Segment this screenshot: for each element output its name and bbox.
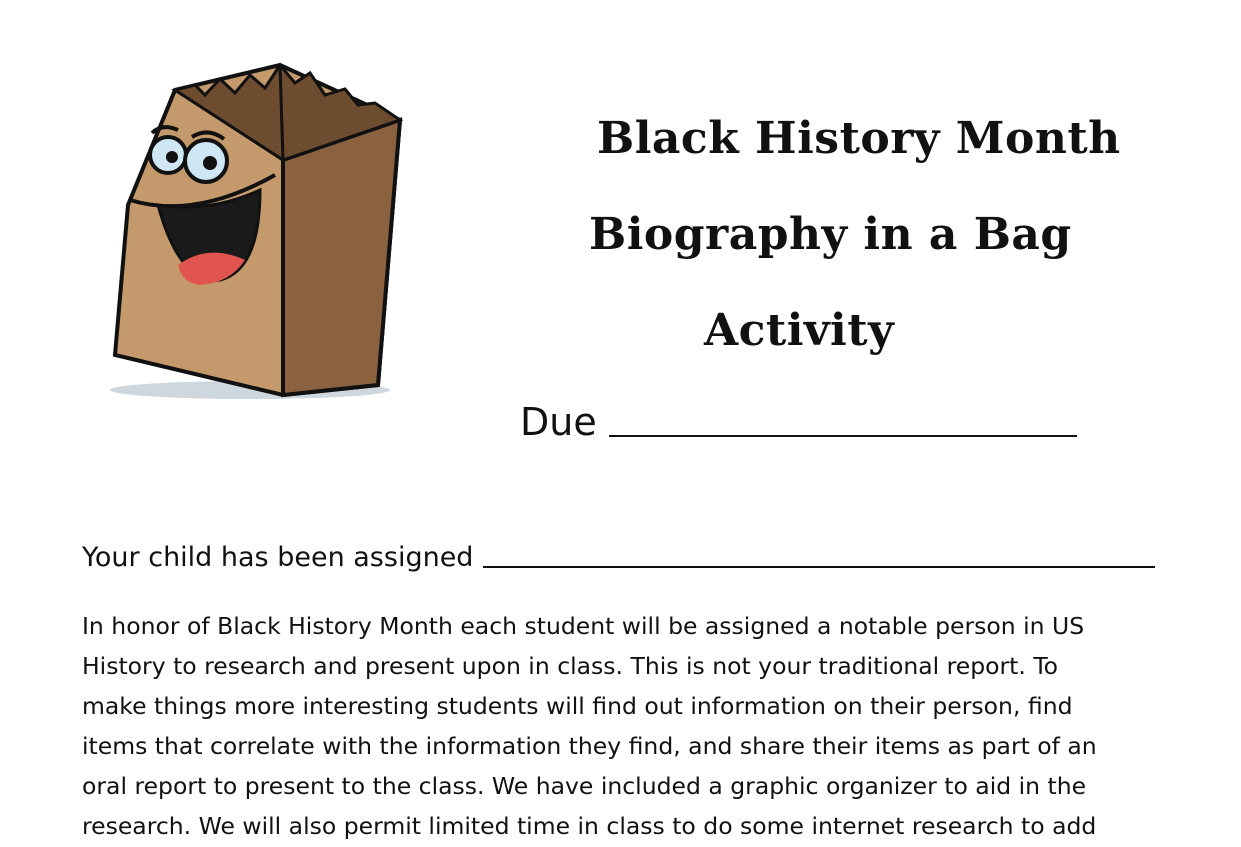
due-date-blank-line bbox=[609, 401, 1077, 437]
title-line-1: Black History Month bbox=[597, 113, 1121, 164]
paragraph-line: History to research and present upon in class. This is not your traditional report. To bbox=[82, 652, 1059, 680]
assigned-label: Your child has been assigned bbox=[82, 542, 474, 573]
assigned-person-row bbox=[82, 540, 1155, 573]
paragraph-line: oral report to present to the class. We have included a graphic organizer to aid in the bbox=[82, 772, 1087, 800]
instructions-paragraph bbox=[82, 606, 1192, 846]
title-line-2: Biography in a Bag bbox=[589, 209, 1072, 260]
assigned-person-blank-line bbox=[483, 540, 1155, 568]
paper-bag-mascot-icon bbox=[100, 55, 410, 405]
due-label: Due bbox=[520, 400, 597, 444]
paragraph-line: In honor of Black History Month each student will be assigned a notable person in US bbox=[82, 612, 1085, 640]
paragraph-line: make things more interesting students will find out information on their person, find bbox=[82, 692, 1073, 720]
paragraph-line: items that correlate with the information they find, and share their items as part of an bbox=[82, 732, 1097, 760]
due-date-row bbox=[520, 400, 1077, 444]
paragraph-line: research. We will also permit limited time in class to do some internet research to add bbox=[82, 812, 1097, 840]
title-line-3: Activity bbox=[704, 305, 895, 356]
